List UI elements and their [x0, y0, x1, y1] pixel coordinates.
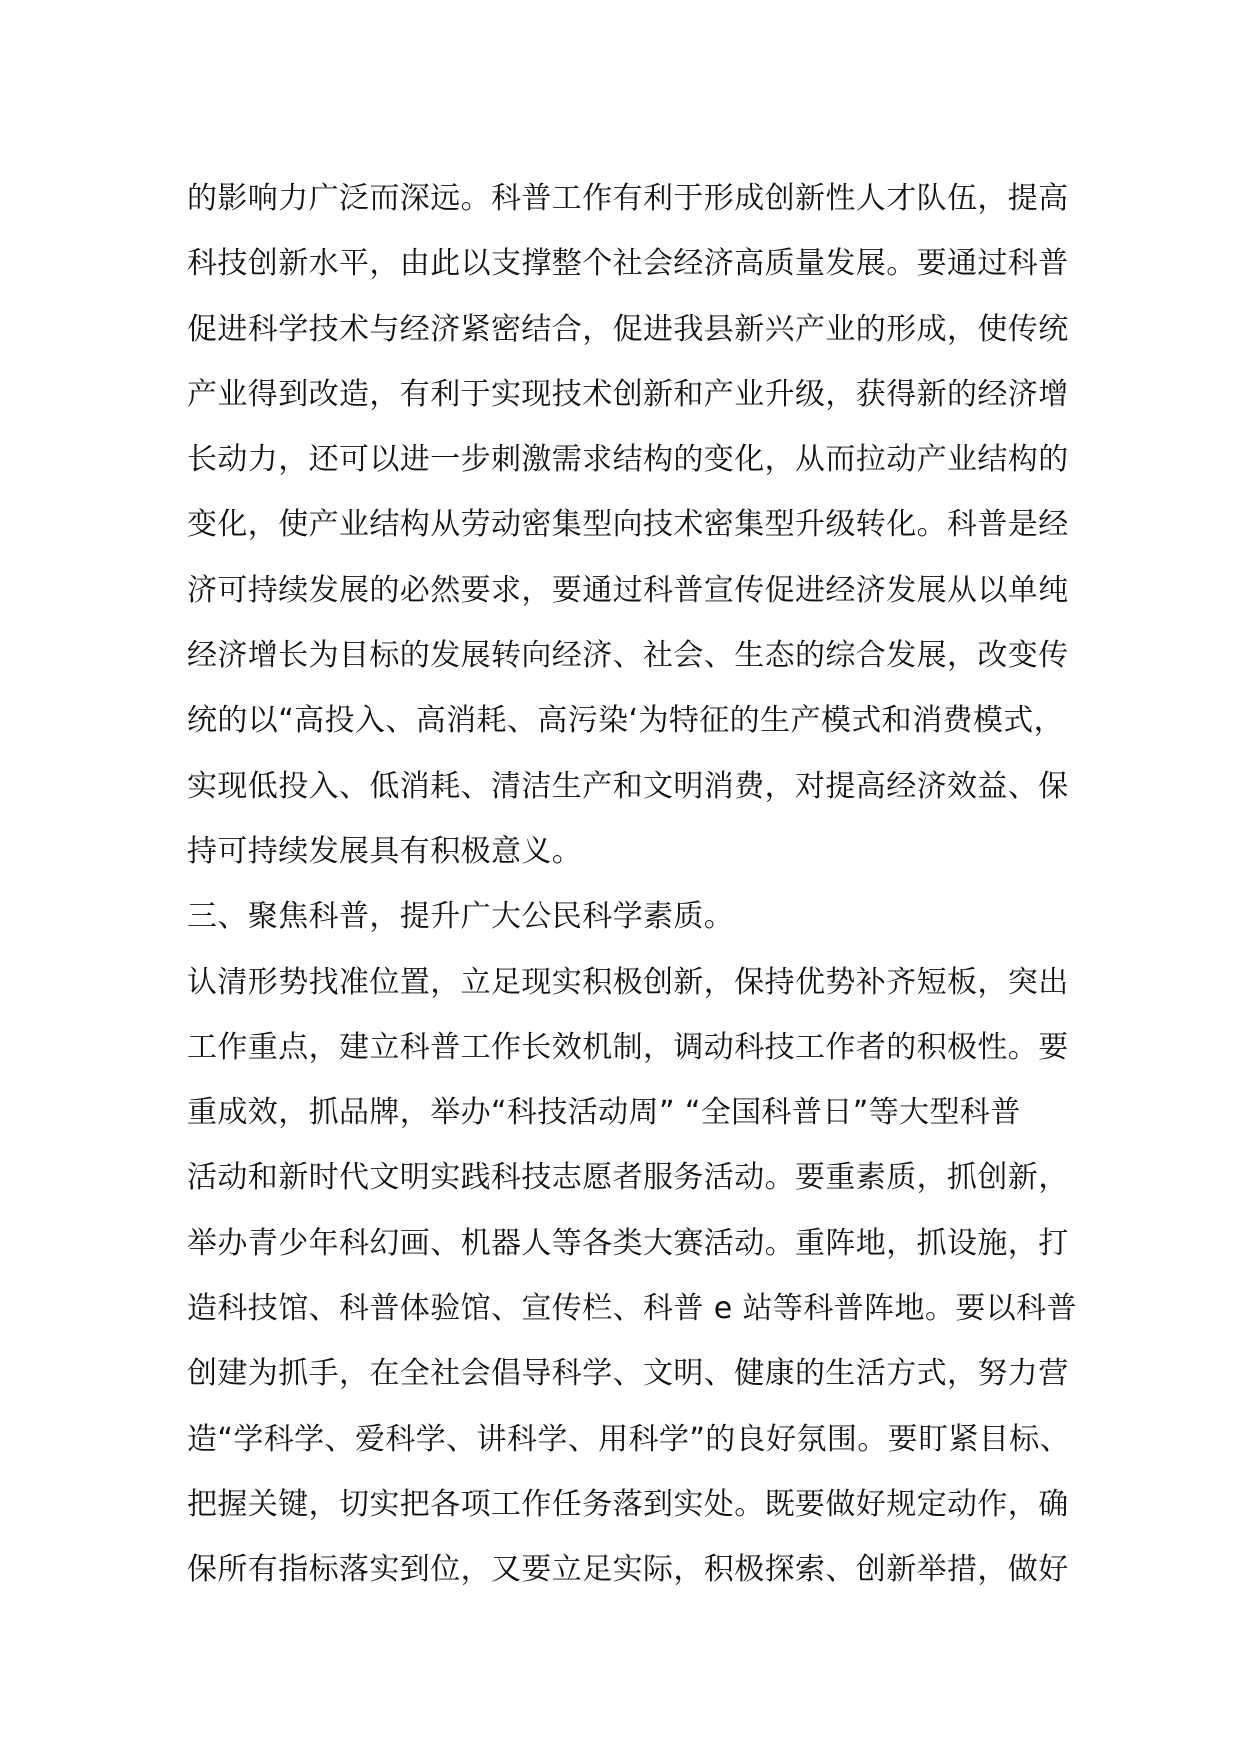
text-line: 举办青少年科幻画、机器人等各类大赛活动。重阵地，抓设施，打 [187, 1225, 1069, 1261]
text-line: 经济增长为目标的发展转向经济、社会、生态的综合发展，改变传 [187, 638, 1069, 674]
text-line: 造“学科学、爱科学、讲科学、用科学”的良好氛围。要盯紧目标、 [187, 1421, 1071, 1457]
text-line: 创建为抓手，在全社会倡导科学、文明、健康的生活方式，努力营 [187, 1356, 1069, 1392]
text-line: 变化，使产业结构从劳动密集型向技术密集型升级转化。科普是经 [187, 507, 1069, 543]
text-line: 长动力，还可以进一步刺激需求结构的变化，从而拉动产业结构的 [187, 442, 1069, 478]
section-heading: 三、聚焦科普，提升广大公民科学素质。 [187, 899, 735, 935]
body-text [187, 166, 1077, 1603]
text-line: 认清形势找准位置，立足现实积极创新，保持优势补齐短板，突出 [187, 964, 1069, 1000]
text-line: 重成效，抓品牌，举办“科技活动周” “全国科普日”等大型科普 [187, 1095, 1021, 1131]
text-line: 科技创新水平，由此以支撑整个社会经济高质量发展。要通过科普 [187, 246, 1069, 282]
text-line: 造科技馆、科普体验馆、宣传栏、科普 e 站等科普阵地。要以科普 [187, 1291, 1077, 1327]
text-line: 济可持续发展的必然要求，要通过科普宣传促进经济发展从以单纯 [187, 572, 1069, 608]
text-line: 保所有指标落实到位，又要立足实际，积极探索、创新举措，做好 [187, 1552, 1069, 1588]
text-line: 促进科学技术与经济紧密结合，促进我县新兴产业的形成，使传统 [187, 311, 1069, 347]
text-line: 工作重点，建立科普工作长效机制，调动科技工作者的积极性。要 [187, 1029, 1069, 1065]
text-line: 活动和新时代文明实践科技志愿者服务活动。要重素质，抓创新， [187, 1160, 1069, 1196]
text-line: 把握关键，切实把各项工作任务落到实处。既要做好规定动作，确 [187, 1486, 1069, 1522]
text-line: 产业得到改造，有利于实现技术创新和产业升级，获得新的经济增 [187, 376, 1069, 412]
text-line: 的影响力广泛而深远。科普工作有利于形成创新性人才队伍，提高 [187, 181, 1069, 216]
text-line: 统的以“高投入、高消耗、高污染‘为特征的生产模式和消费模式， [187, 703, 1065, 739]
text-line: 持可持续发展具有积极意义。 [187, 833, 583, 869]
text-line: 实现低投入、低消耗、清洁生产和文明消费，对提高经济效益、保 [187, 768, 1069, 804]
